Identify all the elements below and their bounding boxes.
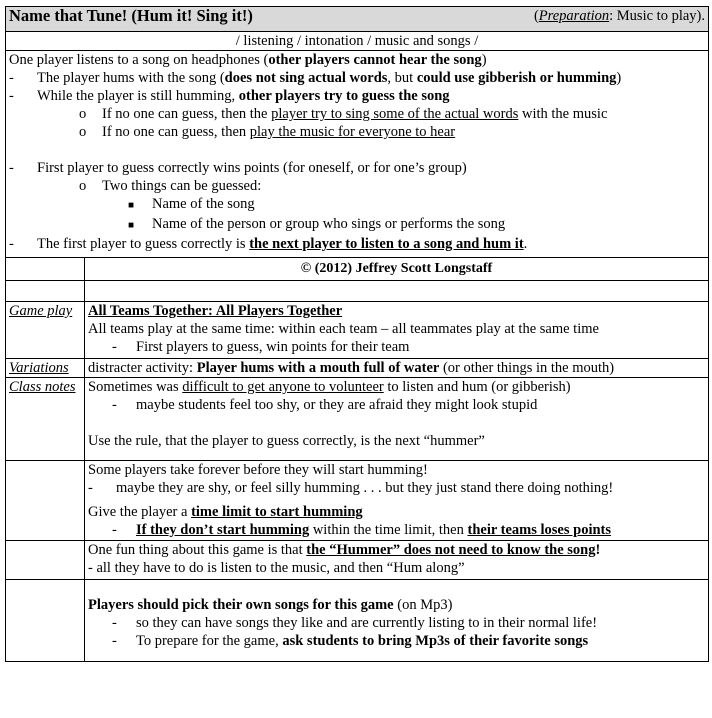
game-play-label: Game play xyxy=(9,303,73,319)
class-notes-row-1 xyxy=(6,378,709,461)
rule-no-guess-sing: o If no one can guess, then the player try to sing some of the actual words with the music xyxy=(79,106,608,122)
preparation-label: Preparation xyxy=(538,8,610,24)
game-play-line: All teams play at the same time: within each team – all teammates play at the same time xyxy=(88,321,599,337)
title-cell xyxy=(6,7,709,32)
note-silly: - maybe they are shy, or feel silly humming . . . but they just stand there doing nothing! xyxy=(88,480,614,496)
note-hummer: One fun thing about this game is that the “Hummer” does not need to know the song! xyxy=(88,542,601,558)
copyright-row xyxy=(6,258,709,281)
rule-thing-song: ■ Name of the song xyxy=(128,196,255,212)
note-rule-hummer: Use the rule, that the player to guess correctly, is the next “hummer” xyxy=(88,433,485,449)
page-title: Name that Tune! (Hum it! Sing it!) xyxy=(9,6,253,25)
class-notes-row-2 xyxy=(6,461,709,541)
note-hum-along: - all they have to do is listen to the music, and then “Hum along” xyxy=(88,560,465,576)
class-notes-label: Class notes xyxy=(9,379,76,395)
note-loses-points: - If they don’t start humming within the time limit, then their teams loses points xyxy=(112,522,612,538)
note-bring-mp3s: - To prepare for the game, ask students to bring Mp3s of their favorite songs xyxy=(112,633,589,649)
note-songs-they-like: - so they can have songs they like and are currently listing to in their normal life! xyxy=(112,615,598,631)
preparation-note: (Preparation: Music to play). xyxy=(533,8,705,24)
rule-hum: - The player hums with the song (does not sing actual words, but could use gibberish or humming) xyxy=(9,70,622,86)
note-pick-songs: Players should pick their own songs for this game (on Mp3) xyxy=(88,597,453,613)
rule-intro: One player listens to a song on headphones (other players cannot hear the song) xyxy=(9,52,487,68)
class-notes-row-4 xyxy=(6,580,709,662)
tags: / listening / intonation / music and songs / xyxy=(6,32,709,51)
note-shy: - maybe students feel too shy, or they are afraid they might look stupid xyxy=(112,397,538,413)
class-notes-row-3 xyxy=(6,541,709,580)
copyright: © (2012) Jeffrey Scott Longstaff xyxy=(85,258,709,281)
tags-row xyxy=(6,32,709,51)
activity-table xyxy=(5,6,709,662)
rule-still-humming: - While the player is still humming, other players try to guess the song xyxy=(9,88,450,104)
game-play-subline: - First players to guess, win points for their team xyxy=(112,339,410,355)
note-volunteer: Sometimes was difficult to get anyone to volunteer to listen and hum (or gibberish) xyxy=(88,379,571,395)
game-play-row xyxy=(6,302,709,359)
rules-row xyxy=(6,51,709,258)
variations-text: distracter activity: Player hums with a mouth full of water (or other things in the mouth) xyxy=(88,360,615,376)
rules-cell xyxy=(6,51,709,258)
note-time-limit: Give the player a time limit to start humming xyxy=(88,504,363,520)
rule-no-guess-play: o If no one can guess, then play the music for everyone to hear xyxy=(79,124,456,140)
spacer-row xyxy=(6,281,709,302)
rule-next-player: - The first player to guess correctly is the next player to listen to a song and hum it. xyxy=(9,236,528,252)
variations-row xyxy=(6,359,709,378)
rule-two-things: o Two things can be guessed: xyxy=(79,178,262,194)
variations-label: Variations xyxy=(9,360,69,376)
note-forever: Some players take forever before they will start humming! xyxy=(88,462,428,478)
game-play-heading: All Teams Together: All Players Together xyxy=(88,303,343,319)
rule-first-player: - First player to guess correctly wins points (for oneself, or for one’s group) xyxy=(9,160,467,176)
title-row xyxy=(6,7,709,32)
rule-thing-performer: ■ Name of the person or group who sings or performs the song xyxy=(128,216,506,232)
